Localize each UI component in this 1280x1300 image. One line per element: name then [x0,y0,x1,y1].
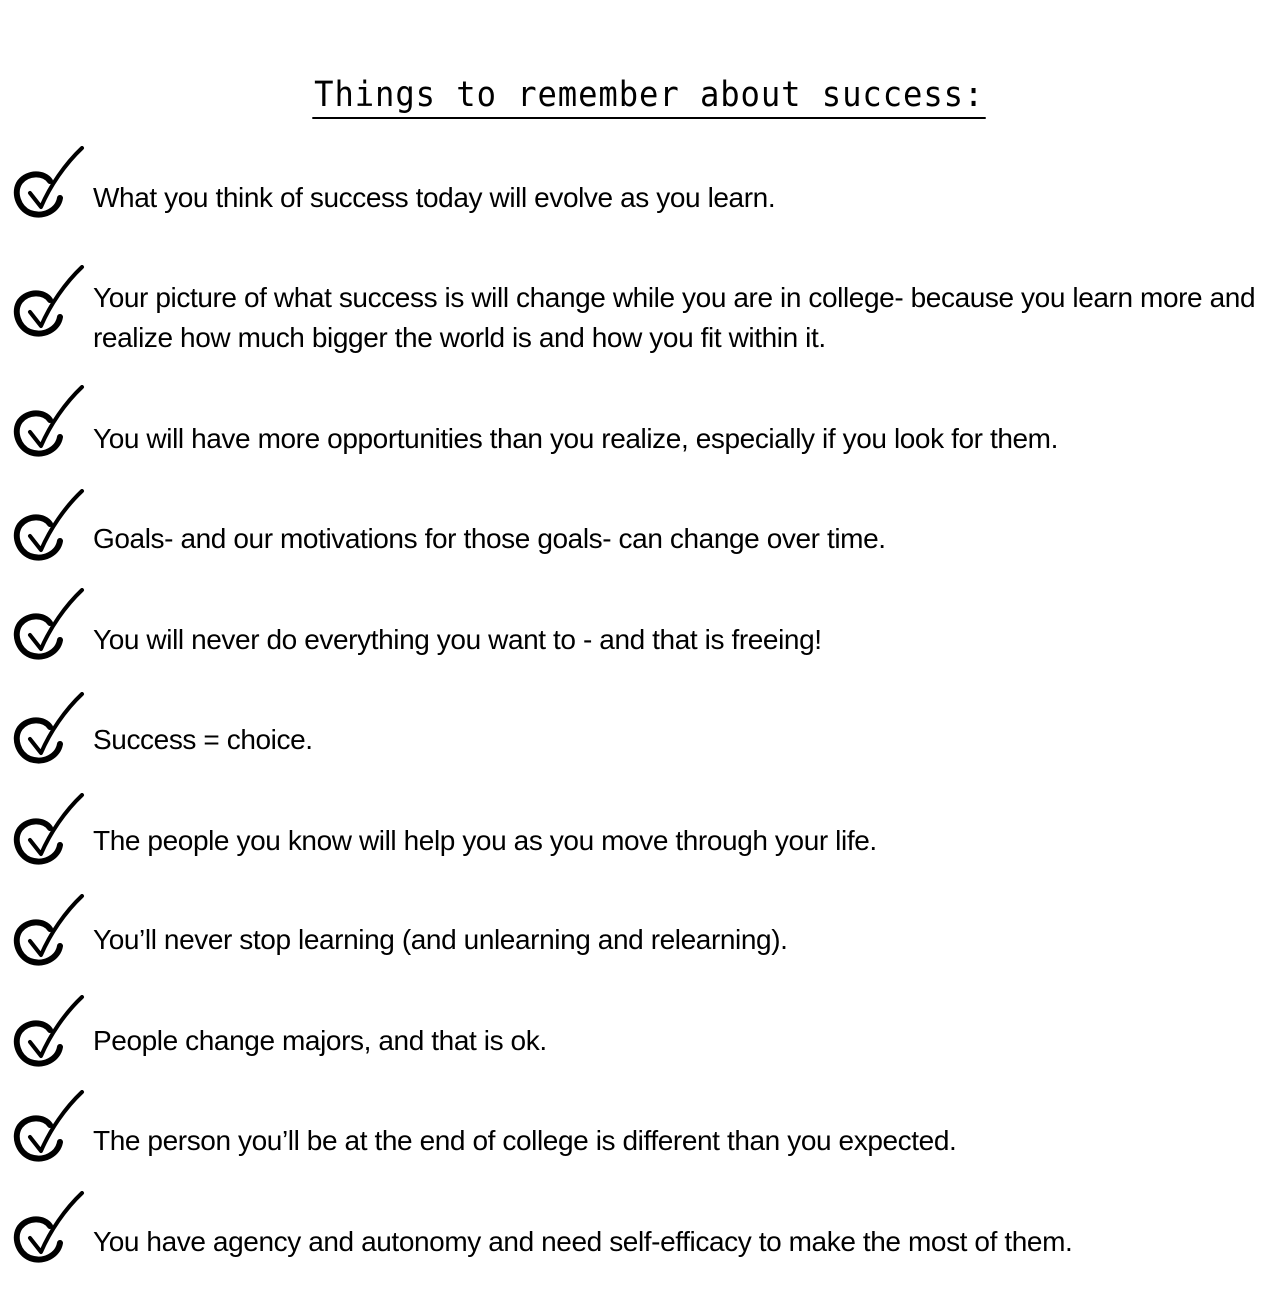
list-item-text: You have agency and autonomy and need self-efficacy to make the most of them. [93,1226,1073,1257]
checkmark-circle-icon [10,793,86,869]
checkmark-circle-icon [10,692,86,768]
list-item-text: You’ll never stop learning (and unlearning and relearning). [93,924,788,955]
list-item-text: Success = choice. [93,724,313,755]
checkmark-circle-icon [10,265,86,341]
list-item-text: The people you know will help you as you move through your life. [93,825,877,856]
checkmark-circle-icon [10,1090,86,1166]
list-item-text: What you think of success today will evolve as you learn. [93,182,776,213]
list-item-text: People change majors, and that is ok. [93,1025,547,1056]
list-item-text: You will never do everything you want to - and that is freeing! [93,624,822,655]
list-item-text: The person you’ll be at the end of college is different than you expected. [93,1125,957,1156]
checkmark-circle-icon [10,588,86,664]
checkmark-circle-icon [10,489,86,565]
checkmark-circle-icon [10,995,86,1071]
checkmark-circle-icon [10,146,86,222]
checkmark-circle-icon [10,894,86,970]
page-title-text: Things to remember about success: [312,73,986,119]
checkmark-circle-icon [10,385,86,461]
list-item-text: Your picture of what success is will change while you are in college- because you learn more and realize how much bigger the world is and how you fit within it. [93,282,1256,353]
checkmark-circle-icon [10,1191,86,1267]
list-item-text: You will have more opportunities than you realize, especially if you look for them. [93,423,1058,454]
list-item-text: Goals- and our motivations for those goals- can change over time. [93,523,886,554]
